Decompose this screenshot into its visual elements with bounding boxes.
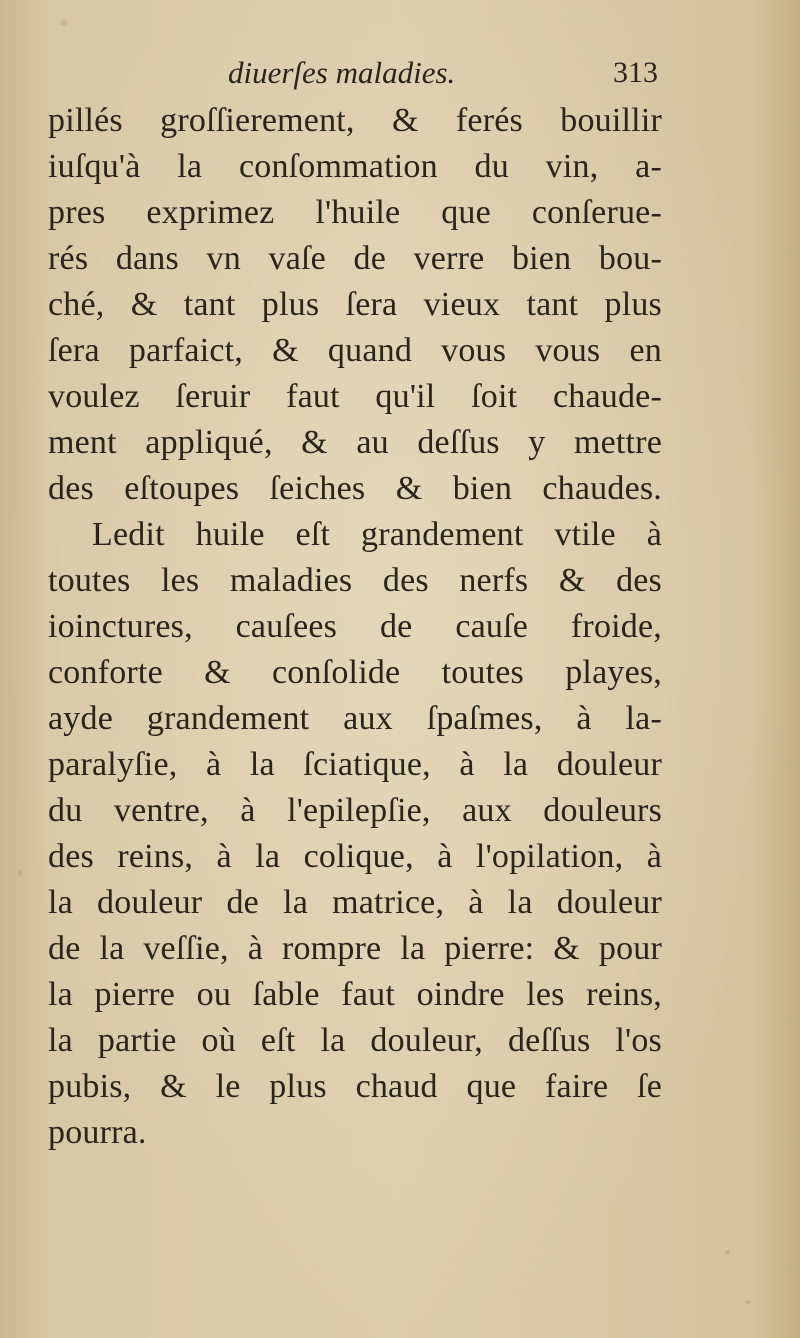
- text-line: rés dans vn vaſe de verre bien bou-: [48, 240, 662, 277]
- text-line: des eſtoupes ſeiches & bien chaudes.: [48, 470, 662, 507]
- paragraph-start-line: Ledit huile eſt grandement vtile à: [92, 516, 662, 553]
- text-line: de la veſſie, à rompre la pierre: & pour: [48, 930, 662, 967]
- page-header: [48, 50, 658, 96]
- text-line: la douleur de la matrice, à la douleur: [48, 884, 662, 921]
- text-line: iuſqu'à la conſommation du vin, a-: [48, 148, 662, 185]
- text-line-last: pourra.: [48, 1114, 147, 1151]
- text-line: des reins, à la colique, à l'opilation, à: [48, 838, 662, 875]
- text-line: pubis, & le plus chaud que faire ſe: [48, 1068, 662, 1105]
- text-line: paralyſie, à la ſciatique, à la douleur: [48, 746, 662, 783]
- text-line: ment appliqué, & au deſſus y mettre: [48, 424, 662, 461]
- text-line: la pierre ou ſable faut oindre les reins,: [48, 976, 662, 1013]
- page-number: 313: [613, 56, 658, 89]
- text-line: du ventre, à l'epilepſie, aux douleurs: [48, 792, 662, 829]
- running-title: diuerſes maladies.: [228, 55, 456, 90]
- text-line: pillés groſſierement, & ferés bouillir: [48, 102, 662, 139]
- text-line: ſera parfaict, & quand vous vous en: [48, 332, 662, 369]
- text-line: ayde grandement aux ſpaſmes, à la-: [48, 700, 662, 737]
- text-line: toutes les maladies des nerfs & des: [48, 562, 662, 599]
- text-line: conforte & conſolide toutes playes,: [48, 654, 662, 691]
- text-line: ioinctures, cauſees de cauſe froide,: [48, 608, 662, 645]
- text-line: pres exprimez l'huile que conſerue-: [48, 194, 662, 231]
- text-line: voulez ſeruir faut qu'il ſoit chaude-: [48, 378, 662, 415]
- body-text: [48, 98, 662, 1156]
- text-line: ché, & tant plus ſera vieux tant plus: [48, 286, 662, 323]
- text-line: la partie où eſt la douleur, deſſus l'os: [48, 1022, 662, 1059]
